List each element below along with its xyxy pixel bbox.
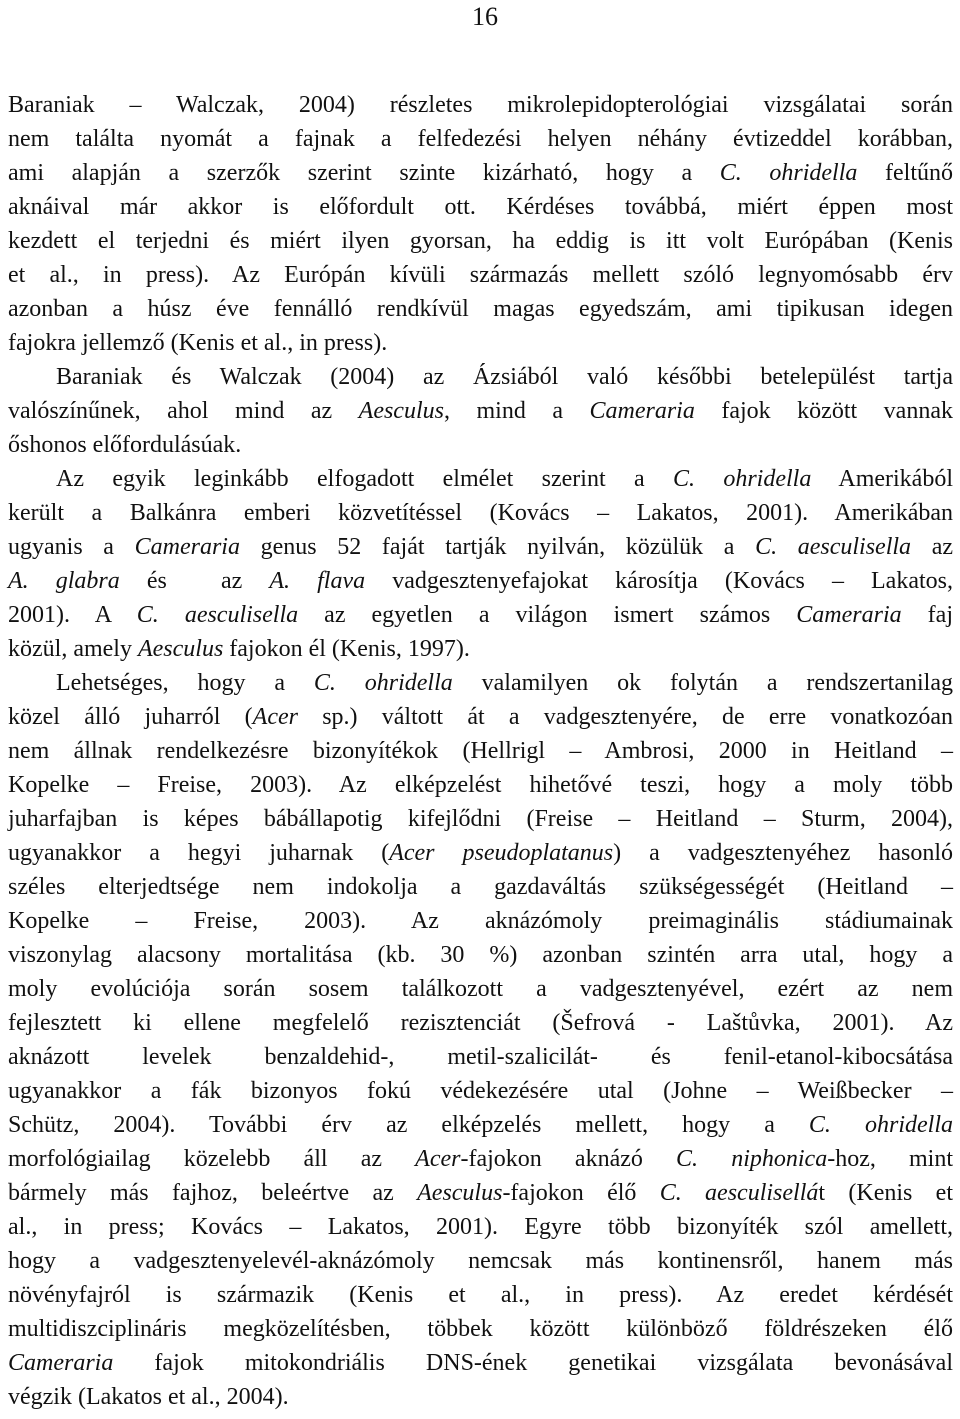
text-line (8, 938, 953, 972)
text-line (8, 598, 953, 632)
text-segment: végzik (Lakatos et al., 2004). (8, 1384, 289, 1410)
text-segment: morfológiailag közelebb áll az (8, 1146, 416, 1172)
text-line (8, 1108, 953, 1142)
text-segment: juharfajban is képes bábállapotig kifejlődni (Freise – Heitland – Sturm, 2004), (8, 806, 953, 832)
text-line (8, 564, 953, 598)
text-line (8, 428, 953, 462)
text-segment: valószínűnek, ahol mind az (8, 398, 359, 424)
page-number: 16 (472, 2, 498, 31)
text-line (8, 836, 953, 870)
text-line (8, 360, 953, 394)
text-line (8, 1040, 953, 1074)
text-segment: faj (901, 602, 953, 628)
text-segment: növényfajról is származik (Kenis et al., in press). Az eredet kérdését (8, 1282, 953, 1308)
text-segment: ugyanis a (8, 534, 135, 560)
text-segment: fajok mitokondriális DNS-ének genetikai vizsgálata bevonásával (113, 1350, 953, 1376)
text-segment: sp.) váltott át a vadgesztenyére, de erre vonatkozóan (297, 704, 953, 730)
text-line (8, 292, 953, 326)
text-line (8, 1244, 953, 1278)
text-line (8, 190, 953, 224)
text-segment: került a Balkánra emberi közvetítéssel (Kovács – Lakatos, 2001). Amerikában (8, 500, 953, 526)
text-line (8, 1312, 953, 1346)
italic-species-name: Acer (415, 1146, 461, 1172)
text-segment: vadgesztenyefajokat károsítja (Kovács – Lakatos, (365, 568, 953, 594)
text-line (8, 700, 953, 734)
italic-species-name: Aesculus (358, 398, 444, 424)
text-segment: ami alapján a szerzők szerint szinte kizárható, hogy a (8, 160, 720, 186)
body-text (8, 88, 953, 1414)
text-segment: Baraniak és Walczak (2004) az Ázsiából való későbbi betelepülést tartja (56, 364, 953, 390)
text-line (8, 1006, 953, 1040)
text-segment: feltűnő (857, 160, 953, 186)
text-segment: -hoz, mint (827, 1146, 954, 1172)
text-line (8, 156, 953, 190)
text-segment: valamilyen ok folytán a rendszertanilag (452, 670, 953, 696)
text-segment: közel álló juharról ( (8, 704, 253, 730)
text-segment: viszonylag alacsony mortalitása (kb. 30 %) azonban szintén arra utal, hogy a (8, 942, 953, 968)
text-segment: fajok között vannak (694, 398, 953, 424)
text-line (8, 870, 953, 904)
text-segment: és az (119, 568, 270, 594)
text-segment: az (911, 534, 954, 560)
italic-species-name: A. flava (269, 568, 366, 594)
italic-species-name: Cameraria (796, 602, 902, 628)
text-segment: bármely más fajhoz, beleértve az (8, 1180, 418, 1206)
text-line (8, 666, 953, 700)
text-segment: Lehetséges, hogy a (56, 670, 314, 696)
text-segment: őshonos előfordulásúak. (8, 432, 242, 458)
text-segment: fejlesztett ki ellene megfelelő rezisztenciát (Šefrová - Laštůvka, 2001). Az (8, 1010, 953, 1036)
italic-species-name: Cameraria (8, 1350, 114, 1376)
italic-species-name: Cameraria (134, 534, 240, 560)
italic-species-name: Acer (252, 704, 298, 730)
text-segment: nem állnak rendelkezésre bizonyítékok (Hellrigl – Ambrosi, 2000 in Heitland – (8, 738, 953, 764)
text-segment: Amerikából (811, 466, 953, 492)
italic-species-name: C. niphonica (676, 1146, 828, 1172)
text-segment: fajokon él (Kenis, 1997). (223, 636, 470, 662)
text-segment: Kopelke – Freise, 2003). Az aknázómoly preimaginális stádiumainak (8, 908, 953, 934)
text-segment: , mind a (443, 398, 590, 424)
text-segment: et al., in press). Az Európán kívüli származás mellett szóló legnyomósabb érv (8, 262, 953, 288)
text-line (8, 802, 953, 836)
text-line (8, 734, 953, 768)
text-line (8, 1074, 953, 1108)
italic-species-name: C. aesculisellá (659, 1180, 819, 1206)
text-line (8, 1176, 953, 1210)
text-segment: 2001). A (8, 602, 137, 628)
italic-species-name: Aesculus (417, 1180, 503, 1206)
italic-species-name: Acer pseudoplatanus (389, 840, 614, 866)
text-segment: Az egyik leginkább elfogadott elmélet szerint a (56, 466, 673, 492)
italic-species-name: Aesculus (137, 636, 224, 662)
text-line (8, 1210, 953, 1244)
text-segment: al., in press; Kovács – Lakatos, 2001). Egyre több bizonyíték szól amellett, (8, 1214, 953, 1240)
italic-species-name: C. ohridella (808, 1112, 953, 1138)
text-segment: széles elterjedtsége nem indokolja a gazdaváltás szükségességét (Heitland – (8, 874, 953, 900)
text-line (8, 1278, 953, 1312)
text-segment: ugyanakkor a fák bizonyos fokú védekezésére utal (Johne – Weißbecker – (8, 1078, 953, 1104)
text-segment: -fajokon aknázó (460, 1146, 677, 1172)
italic-species-name: C. ohridella (313, 670, 453, 696)
text-line (8, 258, 953, 292)
text-line (8, 768, 953, 802)
italic-species-name: Cameraria (589, 398, 695, 424)
text-segment: közül, amely (8, 636, 138, 662)
text-segment: aknázott levelek benzaldehid-, metil-szalicilát- és fenil-etanol-kibocsátása (8, 1044, 953, 1070)
text-segment: az egyetlen a világon ismert számos (298, 602, 797, 628)
italic-species-name: C. ohridella (719, 160, 858, 186)
text-line (8, 224, 953, 258)
text-line (8, 462, 953, 496)
text-segment: -fajokon élő (502, 1180, 660, 1206)
text-segment: genus 52 faját tartják nyilván, közülük a (239, 534, 756, 560)
text-line (8, 326, 953, 360)
text-segment: hogy a vadgesztenyelevél-aknázómoly nemcsak más kontinensről, hanem más (8, 1248, 953, 1274)
text-segment: Kopelke – Freise, 2003). Az elképzelést hihetővé teszi, hogy a moly több (8, 772, 953, 798)
italic-species-name: A. glabra (8, 568, 120, 594)
text-line (8, 1142, 953, 1176)
text-line (8, 632, 953, 666)
text-segment: kezdett el terjedni és miért ilyen gyorsan, ha eddig is itt volt Európában (Kenis (8, 228, 953, 254)
text-segment: multidiszciplináris megközelítésben, többek között különböző földrészeken élő (8, 1316, 953, 1342)
text-line (8, 122, 953, 156)
text-segment: fajokra jellemző (Kenis et al., in press). (8, 330, 388, 356)
text-segment: azonban a húsz éve fennálló rendkívül magas egyedszám, ami tipikusan idegen (8, 296, 953, 322)
text-segment: nem találta nyomát a fajnak a felfedezési helyen néhány évtizeddel korábban, (8, 126, 953, 152)
text-line (8, 394, 953, 428)
text-segment: Baraniak – Walczak, 2004) részletes mikrolepidopterológiai vizsgálatai során (8, 92, 953, 118)
italic-species-name: C. aesculisella (755, 534, 912, 560)
text-line (8, 972, 953, 1006)
text-segment: aknáival már akkor is előfordult ott. Kérdéses továbbá, miért éppen most (8, 194, 953, 220)
text-segment: ) a vadgesztenyéhez hasonló (613, 840, 953, 866)
italic-species-name: C. aesculisella (136, 602, 299, 628)
text-line (8, 496, 953, 530)
text-segment: moly evolúciója során sosem találkozott a vadgesztenyével, ezért az nem (8, 976, 953, 1002)
text-segment: ugyanakkor a hegyi juharnak ( (8, 840, 390, 866)
text-line (8, 904, 953, 938)
text-line (8, 1380, 953, 1414)
text-segment: t (Kenis et (818, 1180, 953, 1206)
text-line (8, 530, 953, 564)
text-segment: Schütz, 2004). További érv az elképzelés mellett, hogy a (8, 1112, 809, 1138)
text-line (8, 88, 953, 122)
italic-species-name: C. ohridella (672, 466, 812, 492)
text-line (8, 1346, 953, 1380)
